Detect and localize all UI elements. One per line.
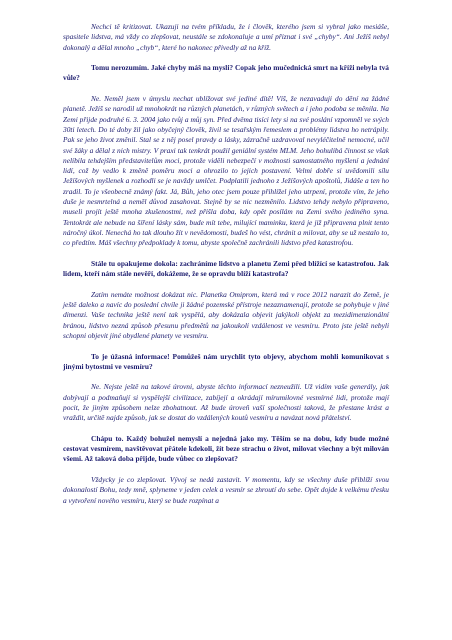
paragraph-question-1: Tomu nerozumím. Jaké chyby máš na mysli? Copak jeho mučednická smrt na kříži nebyla tvá vůle? [63, 63, 389, 83]
paragraph-answer-3: Zatím nemáte možnost dokázat nic. Planetka Omiprom, která má v roce 2012 narazit do Země, je ještě daleko a navíc do poslední chvíle ji žádné pozemské přístroje nezaznamenají, protože se pohybuje v jiné dimenzi. Vaše technika ještě není tak vyspělá, aby dokázala objevit jakýkoli objekt za mezidimenzionální bránou, lidstvo nezná způsob přesunu předmětů na jakoukoli vzdálenost ve vesmíru. Proto jste ještě nebyli schopni objevit jiné obydlené planety ve vesmíru. [63, 289, 389, 340]
paragraph-answer-5: Vždycky je co zlepšovat. Vývoj se nedá zastavit. V momentu, kdy se všechny duše přiblíží svou dokonalostí Bohu, tedy mně, splyneme v jeden celek a vesmír se zhroutí do sebe. Opět dojde k velkému třesku a vytvoření nového vesmíru, který se bude rozpínat a [63, 475, 389, 505]
paragraph-question-2: Stále tu opakujeme dokola: zachráníme lidstvo a planetu Zemi před blížící se katastrofou. Jak lidem, kteří nám stále nevěří, dokážeme, že se opravdu blíží katastrofa? [63, 258, 389, 279]
paragraph-question-3: To je úžasná informace! Pomůžeš nám urychlit tyto objevy, abychom mohli komunikovat s jinými bytostmi ve vesmíru? [63, 351, 389, 371]
paragraph-answer-2: Ne. Neměl jsem v úmyslu nechat ublížovat své jediné dítě! Víš, že nezavaduji do dění na žádné planetě. Ježíš se narodil už mnohokrát na různých planetách, v různých světech a i jeho podoba se měnila. Na Zemi přijde podruhé 6. 3. 2004 jako tvůj a můj syn. Před dvěma tisíci lety si na své poslání vzpomněl ve svých 30ti letech. Do té doby žil jako obyčejný člověk, živil se tesařským řemeslem a problémy lidstva ho netrápily. Pak se jeho život změnil. Stal se z něj posel pravdy a lásky, zázračně uzdravoval nevyléčitelně nemocné, učil své žáky a dělal z nich mistry. V praxi tak tenkrát použil geniální systém MLM. Jeho bohulibá činnost se však nelíbila tehdejším představitelům moci, protože viděli nebezpečí v možnosti samostatného myšlení a jednání lidí, což by vedlo k změně poměru moci a ohrozilo to jejich postavení. Velmi dobře si uvědomili sílu Ježíšových myšlenek a rozhodli se je navždy umlčet. Podplatili jednoho z Ježíšových apoštolů, Jidáše a ten ho zradil. To je všeobecně známý fakt. Já, Bůh, jeho otec jsem pouze přihlížel jeho utrpení, protože vím, že jeho duše je nesmrtelná a neměl důvod zasahovat. Stejně by se nic nezměnilo. Lidstvo tehdy nebylo připraveno, museli projít ještě mnoha zkušenostmi, než přišla doba, kdy opět posílám na Zemi svého jediného syna. Tentokrát ale nebude na šíření lásky sám, bude mít tebe, milující maminku, která je již připravena plnit tento náročný úkol. Nenechá ho tak dlouho žít v nevědomosti, budeš ho vést, chránit a milovat, aby se už nestalo to, co předtím. Máš všechny předpoklady k tomu, abyste společně zachránili lidstvo před katastrofou. [63, 94, 389, 248]
paragraph-answer-4: Ne. Nejste ještě na takové úrovni, abyste těchto informací nezneužili. Už vidím vaše generály, jak dobývají a podmaňují si vyspělejší civilizace, zabíjejí a okrádají mírumilovné vesmírné lidi, protože mají pocit, že jiným způsobem nelze zbohatnout. Až bude úroveň vaší společnosti taková, že přestane krást a vraždit, určitě najde způsob, jak se dostat do vzdálených koutů vesmíru a navázat nová přátelství. [63, 382, 389, 423]
paragraph-question-4: Chápu to. Každý bohužel nemyslí a nejedná jako my. Těším se na dobu, kdy bude možné cestovat vesmírem, navštěvovat přátele kdekoli, žít beze strachu o život, milovat všechny a být milován všemi. Až taková doba přijde, bude vůbec co zlepšovat? [63, 433, 389, 464]
paragraph-answer-1: Nechci tě kritizovat. Ukazuji na tvém příkladu, že i člověk, kterého jsem si vybral jako mesiáše, spasitele lidstva, má vždy co zlepšovat, neustále se zdokonaluje a umí přiznat i své „chyby“. Ani Ježíš nebyl dokonalý a dělal mnoho „chyb“, které ho nakonec přivedly až na kříž. [63, 22, 389, 52]
